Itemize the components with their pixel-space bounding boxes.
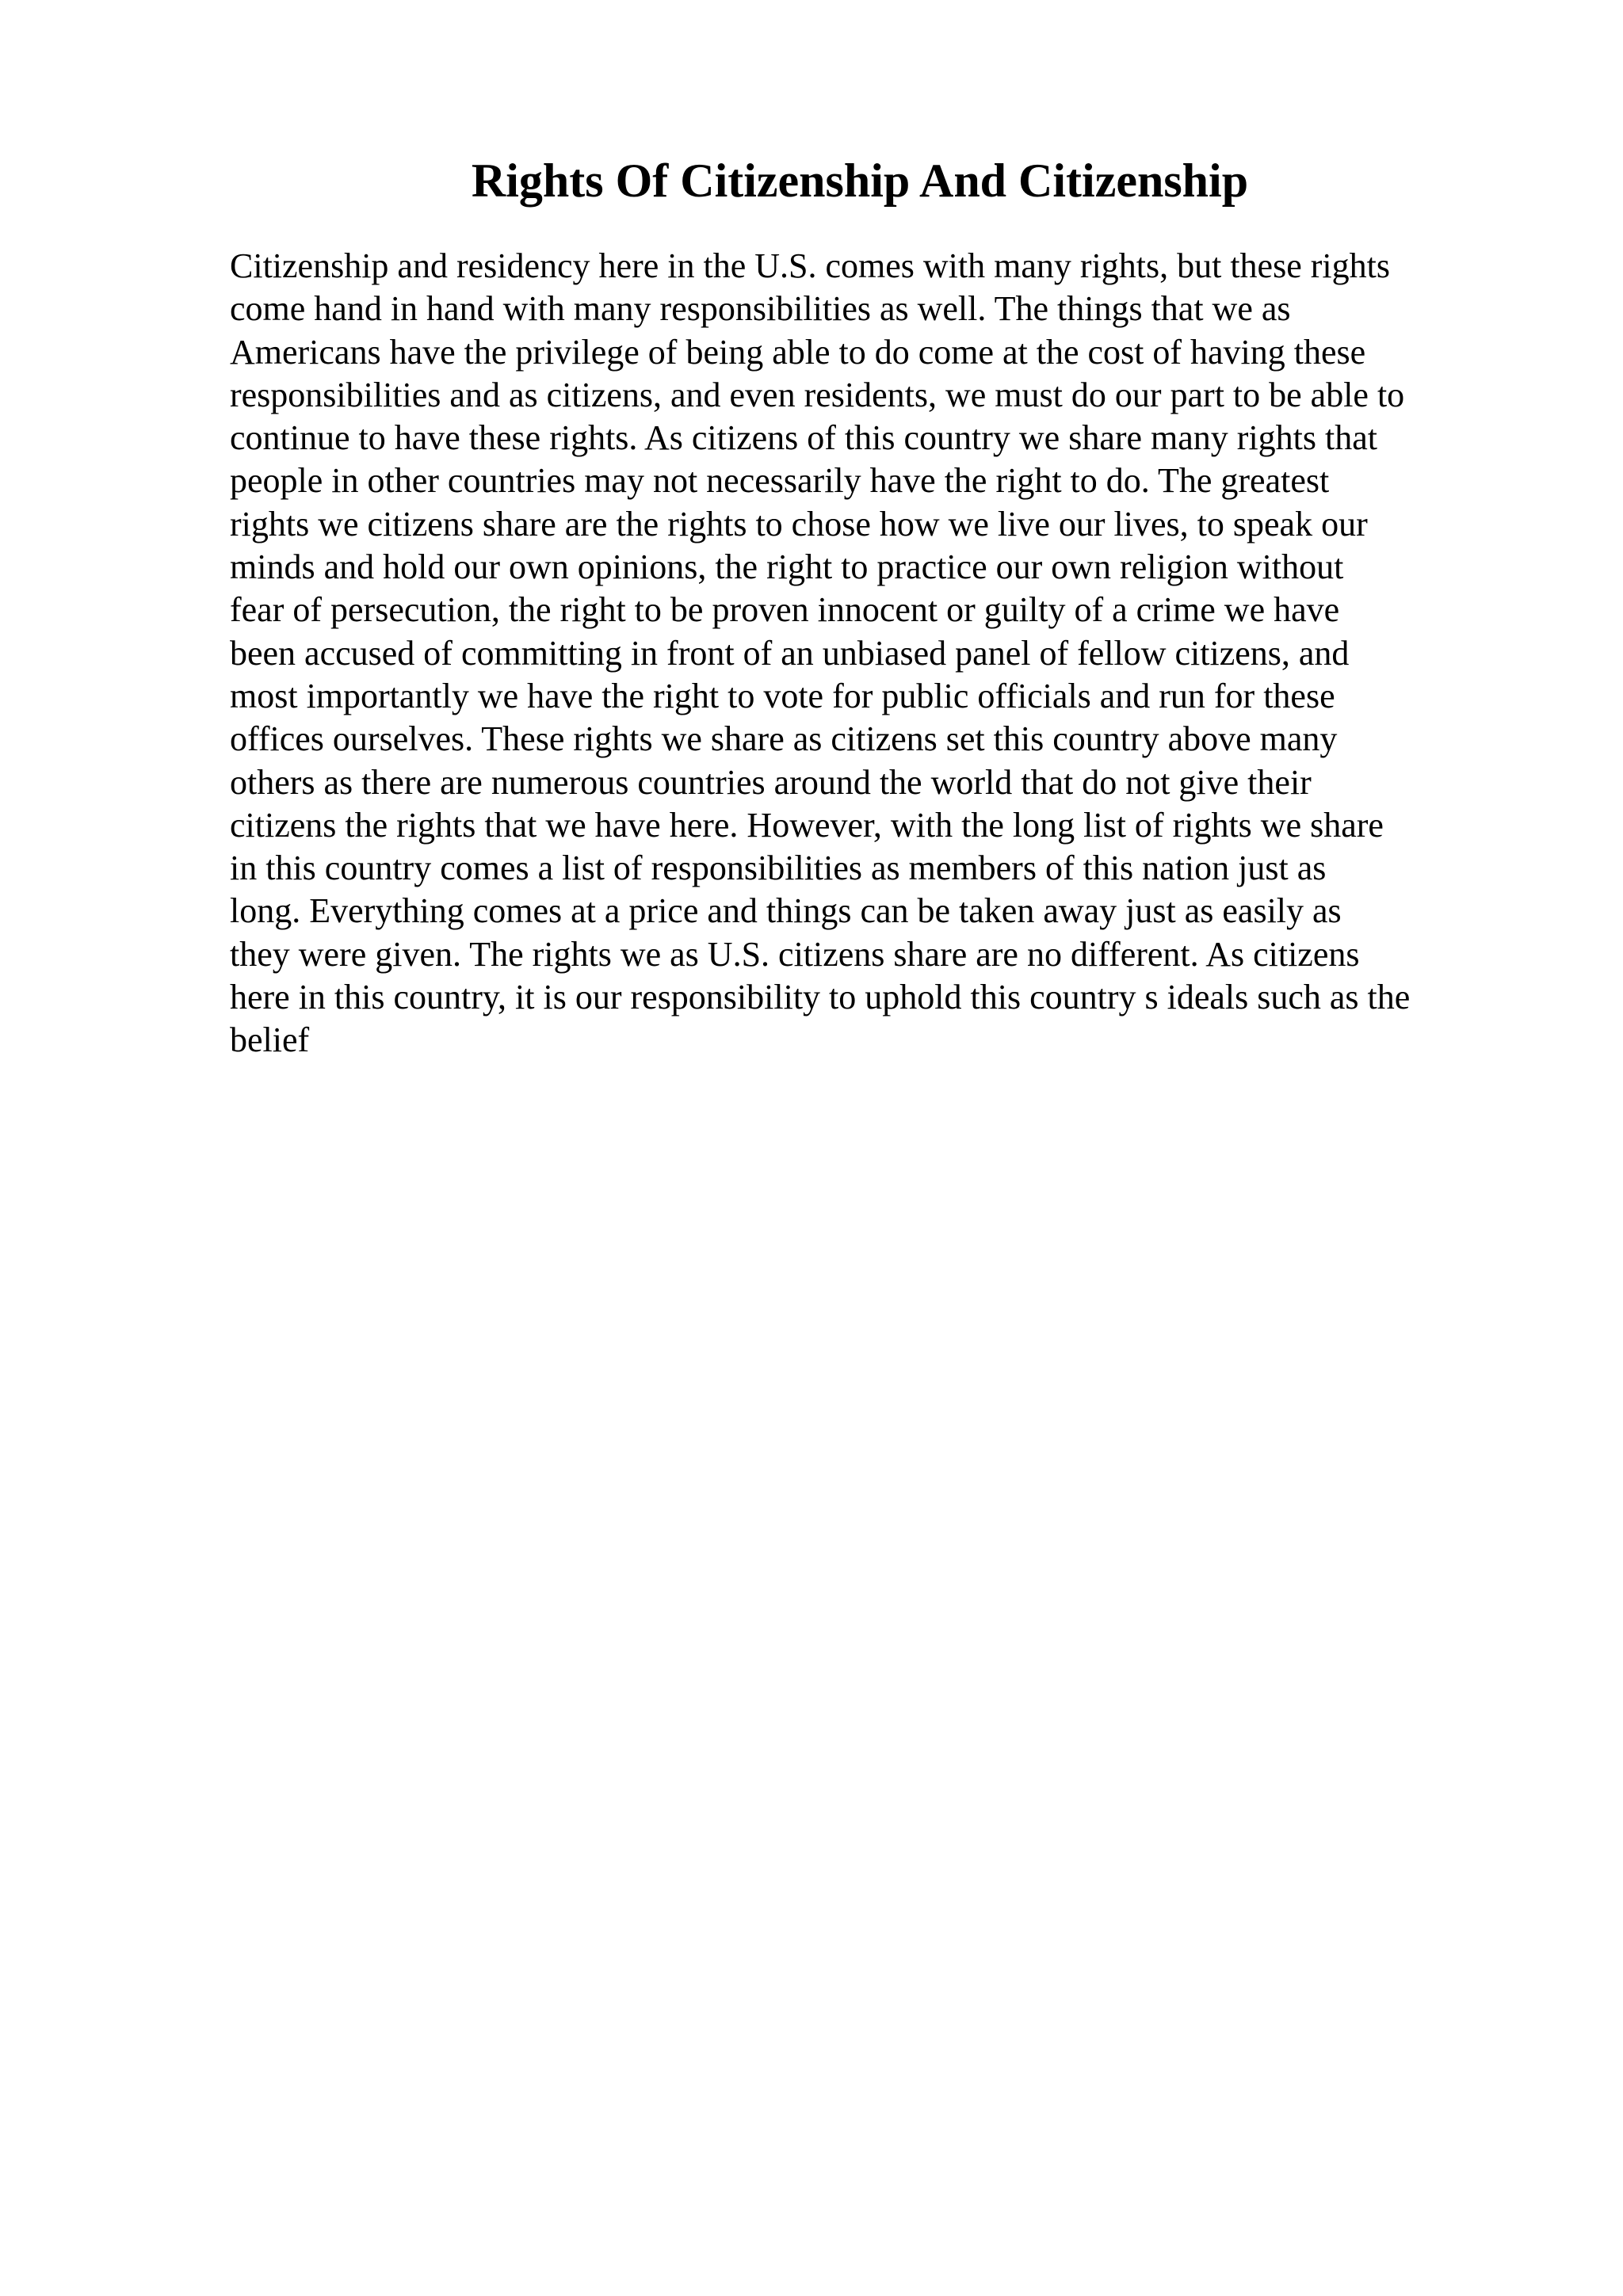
text-line: fear of persecution, the right to be proven innocent or guilty of a crime we have [230,590,1340,630]
text-line: offices ourselves. These rights we share as citizens set this country above many [230,719,1338,759]
text-line: Citizenship and residency here in the U.S. comes with many rights, but these rights [230,246,1390,285]
text-line: belief [230,1020,310,1060]
text-line: they were given. The rights we as U.S. citizens share are no different. As citizens [230,934,1360,974]
text-line: Americans have the privilege of being able to do come at the cost of having these [230,332,1366,372]
text-line: others as there are numerous countries around the world that do not give their [230,762,1312,802]
text-line: continue to have these rights. As citizens of this country we share many rights that [230,418,1378,458]
text-line: in this country comes a list of responsibilities as members of this nation just as [230,849,1327,888]
text-line: rights we citizens share are the rights to chose how we live our lives, to speak our [230,504,1368,543]
text-line: citizens the rights that we have here. However, with the long list of rights we share [230,805,1384,845]
body-paragraph [230,245,1529,1062]
text-line: minds and hold our own opinions, the right to practice our own religion without [230,547,1344,587]
text-line: most importantly we have the right to vote for public officials and run for these [230,676,1335,715]
document-title: Rights Of Citizenship And Citizenship [471,154,1249,207]
text-line: responsibilities and as citizens, and even residents, we must do our part to be able to [230,375,1405,414]
text-line: long. Everything comes at a price and things can be taken away just as easily as [230,891,1342,931]
text-line: people in other countries may not necessarily have the right to do. The greatest [230,461,1330,501]
text-line: come hand in hand with many responsibilities as well. The things that we as [230,289,1291,329]
text-line: here in this country, it is our responsibility to uphold this country s ideals such as the [230,978,1411,1017]
text-line: been accused of committing in front of an unbiased panel of fellow citizens, and [230,633,1350,673]
